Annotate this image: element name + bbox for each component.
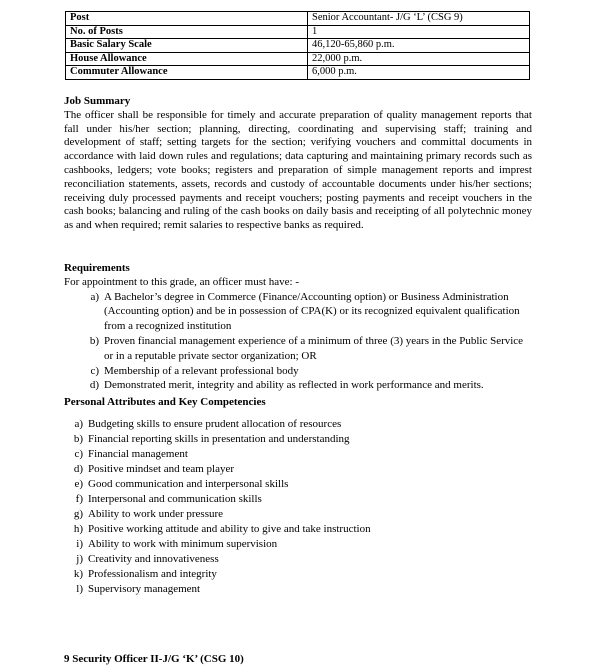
requirements-section (64, 262, 532, 393)
table-row (66, 66, 530, 80)
table-row (66, 12, 530, 26)
list-item (80, 334, 532, 364)
list-marker: i) (76, 537, 83, 550)
list-item-text: Ability to work under pressure (88, 507, 224, 520)
list-item (80, 364, 532, 379)
list-item (64, 462, 532, 477)
attributes-heading: Personal Attributes and Key Competencies (64, 396, 266, 408)
row-label: No. of Posts (66, 25, 308, 39)
list-marker: l) (76, 582, 83, 595)
next-section-title: 9 Security Officer II-J/G ‘K’ (CSG 10) (64, 653, 244, 665)
list-item-text: Good communication and interpersonal skills (88, 477, 289, 490)
row-value: 1 (308, 25, 530, 39)
list-item-text: Financial management (88, 447, 188, 460)
list-item (80, 290, 532, 334)
table-row (66, 39, 530, 53)
table-row (66, 52, 530, 66)
requirements-heading: Requirements (64, 262, 130, 274)
list-item-text: Demonstrated merit, integrity and ability as reflected in work performance and merits. (104, 379, 484, 392)
job-summary-text: The officer shall be responsible for timely and accurate preparation of quality management reports that fall under his/her section; planning, directing, coordinating and supervising staff; training and development of staff; setting targets for the section; verifying vouchers and committal documents in accordance with laid down rules and regulations; data capturing and maintaining primary records such as cashbooks, ledgers; vote books; registers and preparation of simple management reports and imprest reconciliation statements, assets, records and custody of accountable documents under his/her sections; receiving duly processed payments and receipt vouchers; posting payments and receipt vouchers in the cash books; balancing and ruling of the cash books on daily basis and receipting of all polytechnic money as and when required; remit salaries to respective banks as required. (64, 108, 532, 232)
list-marker: g) (73, 507, 83, 520)
list-item-text: Proven financial management experience of a minimum of three (3) years in the Public Service or in a reputable private sector organization; OR (104, 334, 524, 362)
list-marker: b) (89, 334, 99, 347)
row-label: Post (66, 12, 308, 26)
attributes-section (64, 396, 532, 597)
attributes-list (64, 417, 532, 597)
list-item-text: Professionalism and integrity (88, 567, 217, 580)
list-item-text: Positive working attitude and ability to give and take instruction (88, 522, 371, 535)
row-value: 6,000 p.m. (308, 66, 530, 80)
list-item-text: Membership of a relevant professional body (104, 364, 299, 377)
list-marker: k) (73, 567, 83, 580)
requirements-list (80, 290, 532, 394)
list-item (64, 477, 532, 492)
list-marker: h) (73, 522, 83, 535)
list-item (80, 378, 532, 393)
list-marker: c) (74, 447, 83, 460)
list-item (64, 522, 532, 537)
list-item (64, 507, 532, 522)
job-summary-section (64, 95, 532, 233)
list-item-text: Interpersonal and communication skills (88, 492, 262, 505)
list-item (64, 417, 532, 432)
row-value: 22,000 p.m. (308, 52, 530, 66)
requirements-intro: For appointment to this grade, an officer must have: - (64, 275, 300, 288)
list-item (64, 432, 532, 447)
list-item-text: A Bachelor’s degree in Commerce (Finance/Accounting option) or Business Administration (Accounting option) and be in possession of CPA(K) or its recognized equivalent qualification from a recognized institution (104, 290, 520, 333)
table-row (66, 25, 530, 39)
row-label: Basic Salary Scale (66, 39, 308, 53)
list-marker: d) (89, 379, 99, 392)
list-marker: f) (75, 492, 83, 505)
list-marker: c) (90, 364, 99, 377)
list-marker: e) (74, 477, 83, 490)
list-item (64, 447, 532, 462)
list-item-text: Budgeting skills to ensure prudent allocation of resources (88, 417, 342, 430)
post-info-table (65, 11, 530, 80)
list-marker: d) (73, 462, 83, 475)
list-item (64, 567, 532, 582)
row-label: House Allowance (66, 52, 308, 66)
list-item-text: Ability to work with minimum supervision (88, 537, 278, 550)
list-item-text: Creativity and innovativeness (88, 552, 219, 565)
list-marker: j) (76, 552, 83, 565)
row-label: Commuter Allowance (66, 66, 308, 80)
list-item (64, 552, 532, 567)
list-marker: b) (73, 432, 83, 445)
list-marker: a) (90, 290, 99, 303)
row-value: Senior Accountant- J/G ‘L’ (CSG 9) (308, 12, 530, 26)
list-item (64, 492, 532, 507)
list-item (64, 537, 532, 552)
list-item-text: Positive mindset and team player (88, 462, 235, 475)
list-marker: a) (74, 417, 83, 430)
list-item-text: Financial reporting skills in presentation and understanding (88, 432, 350, 445)
row-value: 46,120-65,860 p.m. (308, 39, 530, 53)
list-item (64, 582, 532, 597)
list-item-text: Supervisory management (88, 582, 201, 595)
job-summary-heading: Job Summary (64, 95, 131, 107)
